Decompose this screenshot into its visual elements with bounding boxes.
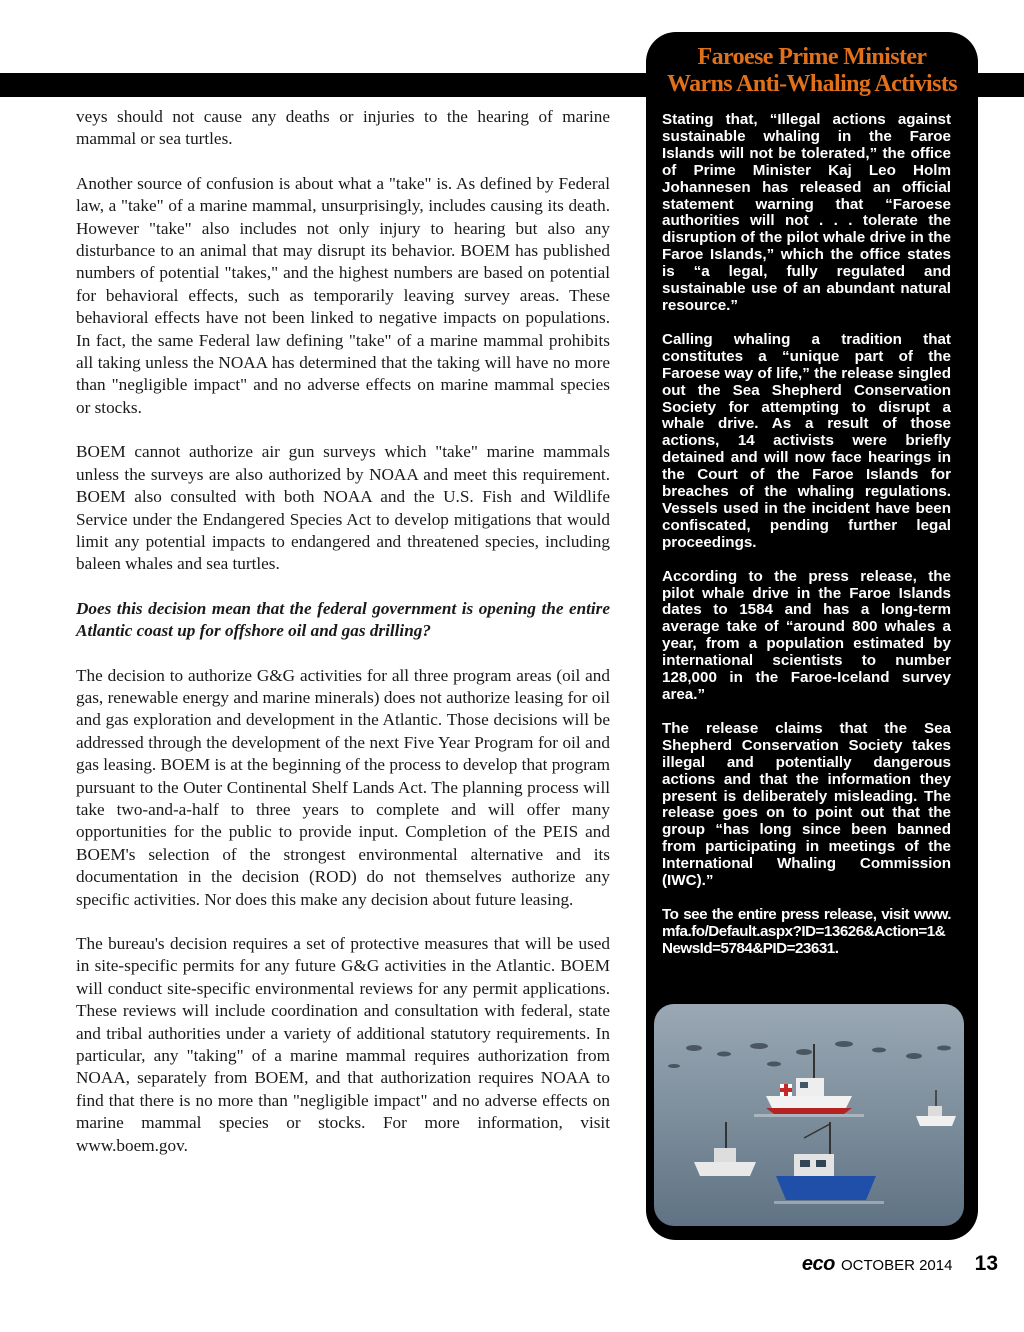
sidebar-paragraph-1: Stating that, “Illegal actions against sustainable whaling in the Faroe Islands will not be tolerated,” the office of Prime Minister Kaj Leo Holm Johannesen has released an official statement warning that “Faroese authorities will not . . . tolerate the disruption of the pilot whale drive in the Faroe Islands,” which the office states is “a legal, fully regulated and sustainable use of an abundant natural resource.” xyxy=(662,111,951,314)
sidebar-title-line-1: Faroese Prime Minister xyxy=(697,44,927,70)
article-paragraph-1: veys should not cause any deaths or injuries to the hearing of marine mammal or sea turtles. xyxy=(76,107,610,149)
sidebar-title-line-2: Warns Anti-Whaling Activists xyxy=(667,71,957,97)
sidebar-box xyxy=(646,32,978,1240)
whaling-boats-photo xyxy=(654,1004,964,1226)
issue-date: OCTOBER 2014 xyxy=(841,1257,953,1274)
magazine-brand: eco xyxy=(801,1253,835,1275)
sidebar-paragraph-3: According to the press release, the pilot whale drive in the Faroe Islands dates to 1584 and has a long-term average take of “around 800 whales a year, from a population estimated by international scientists to number 128,000 in the Faroe-Iceland survey area.” xyxy=(662,567,951,703)
page-footer xyxy=(802,1252,998,1276)
article-paragraph-4: The decision to authorize G&G activities for all three program areas (oil and gas, renewable energy and marine minerals) does not authorize leasing for oil and gas exploration and development in the Atlantic. Those decisions will be addressed through the development of the next Five Year Program for oil and gas leasing. BOEM is at the beginning of the process to develop that program pursuant to the Outer Continental Shelf Lands Act. The planning process will take two-and-a-half to three years to complete and will offer many opportunities for the public to provide input. Completion of the PEIS and BOEM's selection of the strongest environmental alternative and its documentation in the decision (ROD) do not themselves authorize any specific activities. Nor does this make any decision about future leasing. xyxy=(76,665,610,909)
article-paragraph-5: The bureau's decision requires a set of protective measures that will be used in site-specific permits for any future G&G activities in the Atlantic. BOEM will conduct site-specific environmental reviews for any permit applications. These reviews will include coordination and consultation with federal, state and tribal authorities under a variety of additional statutory requirements. In particular, any "taking" of a marine mammal requires authorization from NOAA, separately from BOEM, and that authorization requires NOAA to find that there is no more than "negligible impact" and no adverse effects on marine mammal species or stocks. For more information, visit www.boem.gov. xyxy=(76,934,610,1155)
article-paragraph-3: BOEM cannot authorize air gun surveys which "take" marine mammals unless the surveys are also authorized by NOAA and meet this requirement. BOEM also consulted with both NOAA and the U.S. Fish and Wildlife Service under the Endangered Species Act to develop mitigations that would limit any potential impacts to endangered and threatened species, including baleen whales and sea turtles. xyxy=(76,442,610,574)
link-intro-text: To see the entire press release, visit xyxy=(662,905,910,923)
link-url-text[interactable]: www.mfa.fo/Default.aspx?ID=13626&Action=1&NewsId=5784&PID=23631. xyxy=(662,905,951,957)
sidebar-title xyxy=(646,44,978,98)
sidebar-paragraph-4: The release claims that the Sea Shepherd Conservation Society takes illegal and potentially dangerous actions and that the information they present is deliberately misleading. The release goes on to point out that the group “has long since been banned from participating in meetings of the International Whaling Commission (IWC).” xyxy=(662,719,951,890)
sidebar-paragraph-2: Calling whaling a tradition that constitutes a “unique part of the Faroese way of life,” the release singled out the Sea Shepherd Conservation Society for attempting to disrupt a whale drive. As a result of those actions, 14 activists were briefly detained and will now face hearings in the Court of the Faroe Islands for breaches of the whaling regulations. Vessels used in the incident have been confiscated, pending further legal proceedings. xyxy=(662,330,951,551)
main-article-column xyxy=(76,106,610,1179)
article-question-heading: Does this decision mean that the federal government is opening the entire Atlantic coast up for offshore oil and gas drilling? xyxy=(76,598,610,641)
sidebar-body xyxy=(662,112,951,975)
page-number: 13 xyxy=(974,1252,998,1275)
article-paragraph-2: Another source of confusion is about what a "take" is. As defined by Federal law, a "take" of a marine mammal, unsurprisingly, includes causing its death. However "take" also includes not only injury to hearing but also any disturbance to an animal that may disrupt its behavior. BOEM has published numbers of potential "takes," and the highest numbers are based on potential for behavioral effects, such as temporarily leaving survey areas. These behavioral effects have not been linked to negative impacts on populations. In fact, the same Federal law defining "take" of a marine mammal prohibits all taking unless the NOAA has determined that the taking will have no more than "negligible impact" and no adverse effects on marine mammal species or stocks. xyxy=(76,173,610,417)
whaling-boats-illustration xyxy=(654,1004,964,1226)
press-release-link[interactable] xyxy=(662,907,951,958)
